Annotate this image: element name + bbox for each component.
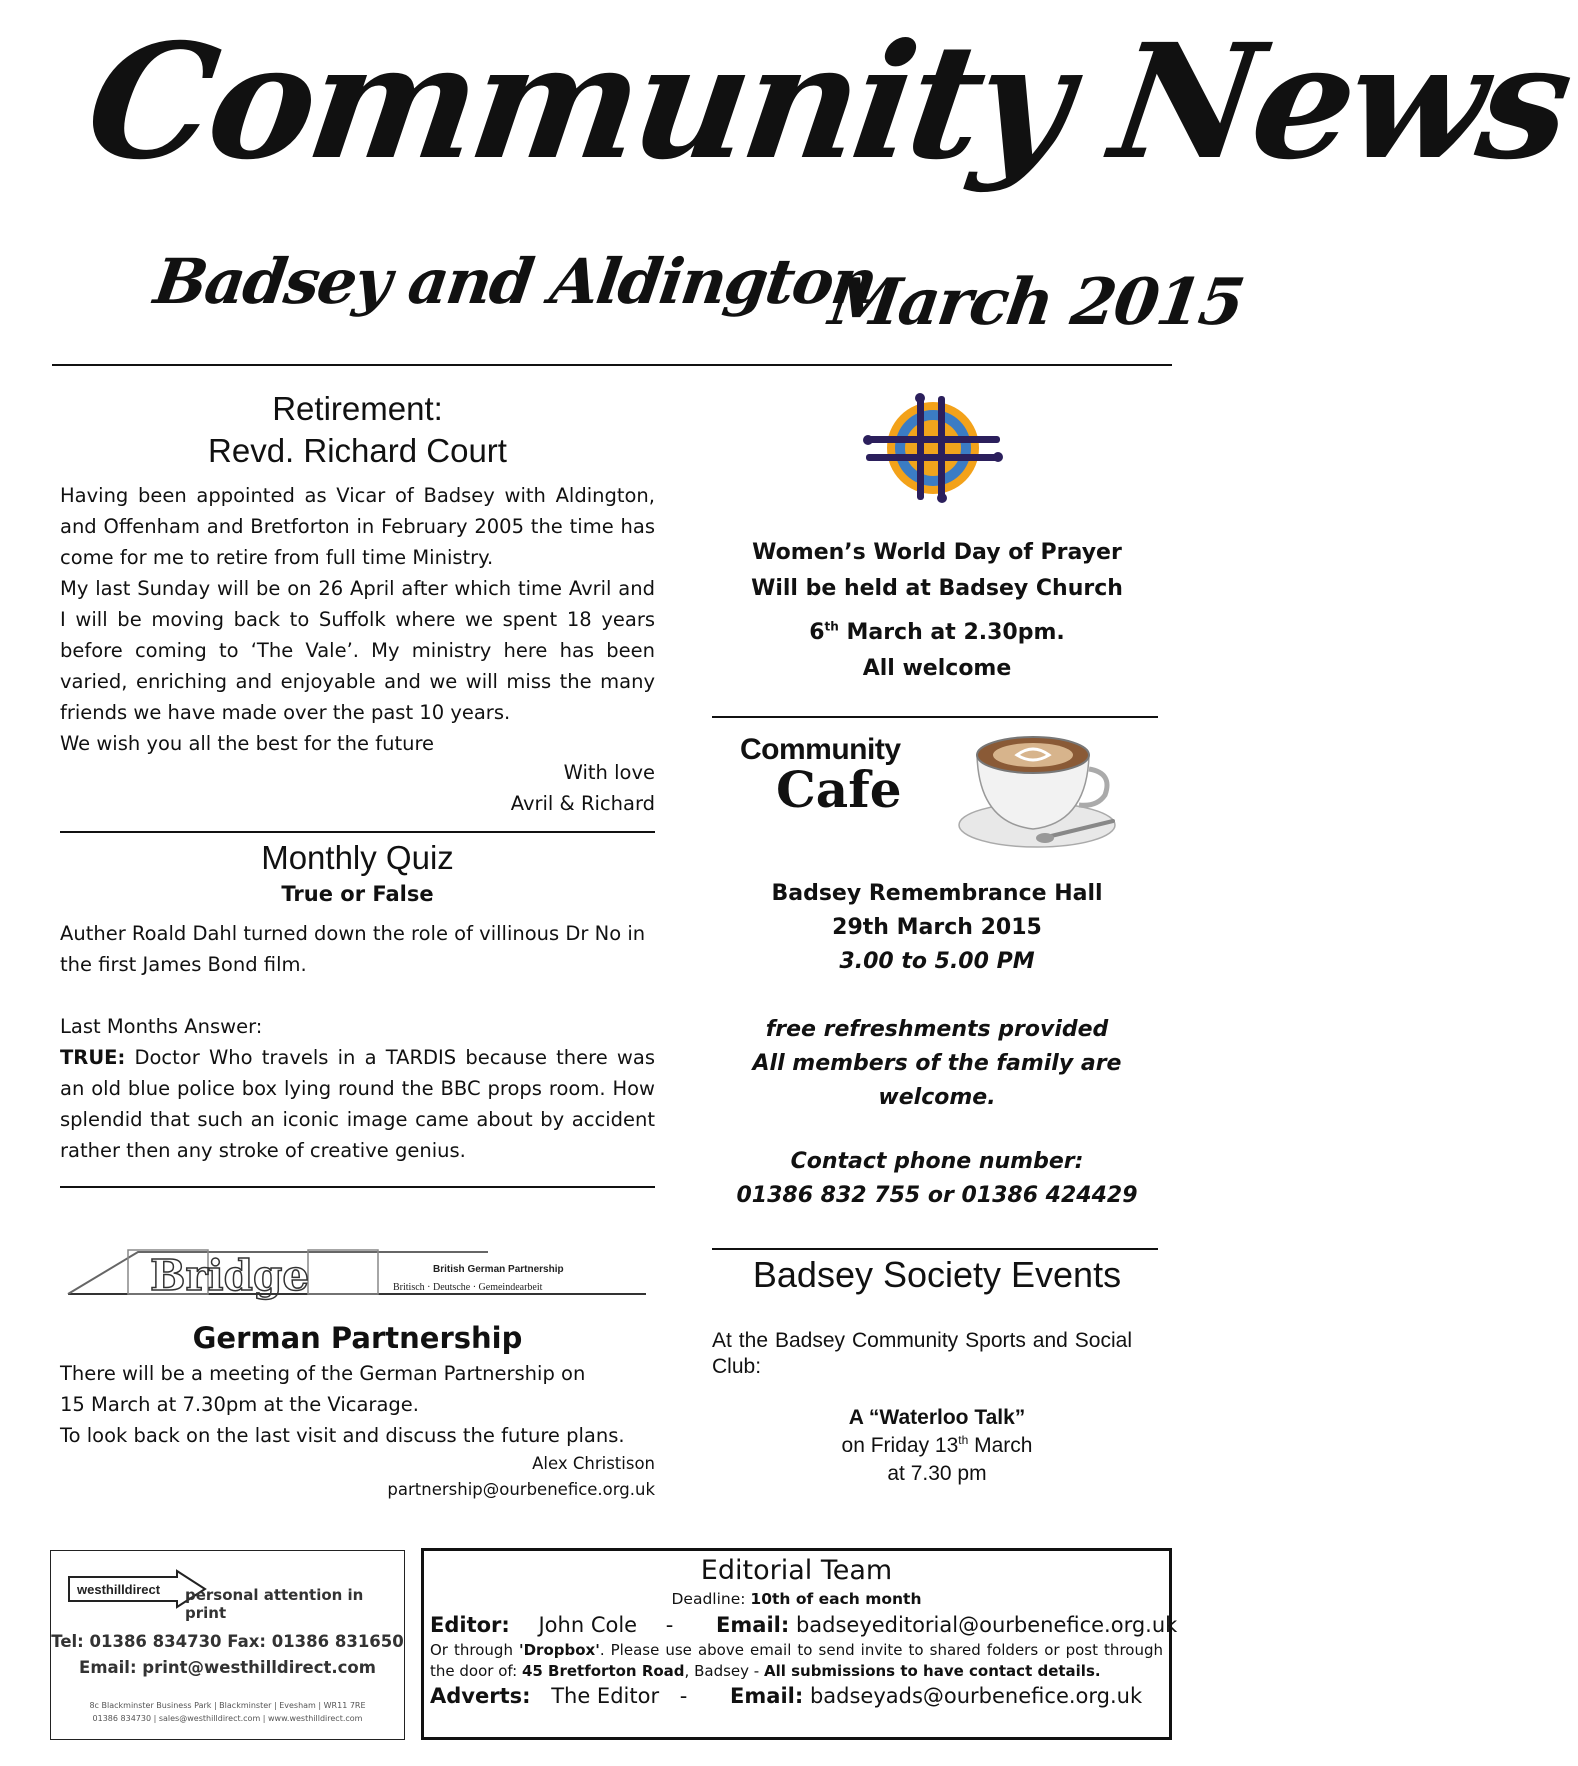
society-event-title: A “Waterloo Talk” xyxy=(848,1406,1026,1429)
editorial-note xyxy=(430,1640,1163,1682)
community-cafe-logo xyxy=(740,733,902,819)
retirement-paragraph: My last Sunday will be on 26 April after which time Avril and I will be moving back to Suffolk where we spent 18 years before coming to ‘The Vale’. My ministry here has been varied, enriching and enjoyable and we will miss the many friends we have made over the past 10 years. xyxy=(60,577,655,724)
quiz-answer xyxy=(60,1042,655,1166)
retirement-signoff xyxy=(60,757,655,819)
westhill-contact xyxy=(51,1629,404,1681)
quiz-section xyxy=(60,838,655,1166)
cafe-refreshments: free refreshments provided xyxy=(765,1017,1109,1042)
event-date-rest: March xyxy=(968,1434,1033,1457)
header-divider xyxy=(52,364,1172,366)
note-part2: . Please use above email to send invite to shared folders or post through the door of: xyxy=(430,1641,1163,1680)
prayer-line2: Will be held at Badsey Church xyxy=(751,576,1123,601)
cafe-details xyxy=(712,877,1162,1213)
cafe-date: 29th March 2015 xyxy=(832,915,1042,940)
issue-date: March 2015 xyxy=(824,265,1248,340)
quiz-question: Auther Roald Dahl turned down the role of villinous Dr No in the first James Bond film. xyxy=(60,922,646,976)
westhill-tagline: personal attention in print xyxy=(185,1586,364,1622)
editor-dash: - xyxy=(665,1613,674,1637)
retirement-heading-line2: Revd. Richard Court xyxy=(208,432,507,469)
masthead xyxy=(60,10,1578,365)
bridge-logo-word: Bridge xyxy=(150,1251,310,1300)
note-part3: , Badsey - xyxy=(684,1662,764,1680)
society-event-time: at 7.30 pm xyxy=(887,1462,987,1485)
editor-row xyxy=(430,1611,1178,1640)
cafe-venue: Badsey Remembrance Hall xyxy=(771,881,1103,906)
westhill-address-line1: 8c Blackminster Business Park | Blackminster | Evesham | WR11 7RE xyxy=(89,1701,366,1710)
cafe-contact-label: Contact phone number: xyxy=(790,1149,1084,1174)
prayer-date-rest: March at 2.30pm. xyxy=(838,620,1065,645)
divider xyxy=(60,831,655,833)
german-contact-name: Alex Christison xyxy=(532,1454,655,1473)
prayer-notice xyxy=(712,535,1162,687)
note-dropbox: 'Dropbox' xyxy=(519,1641,600,1659)
prayer-welcome: All welcome xyxy=(862,656,1012,681)
quiz-last-label: Last Months Answer: xyxy=(60,1015,263,1038)
westhill-advert xyxy=(50,1550,405,1740)
adverts-email-label: Email: xyxy=(730,1684,804,1708)
event-date-prefix: on Friday 13 xyxy=(841,1434,959,1457)
westhill-phone: Tel: 01386 834730 Fax: 01386 831650 xyxy=(51,1632,404,1651)
editor-label: Editor: xyxy=(430,1613,510,1637)
bridge-logo-line2: Britisch · Deutsche · Gemeindearbeit xyxy=(393,1282,543,1293)
society-event-date xyxy=(712,1432,1162,1460)
bridge-logo-line1: British German Partnership xyxy=(433,1264,564,1275)
cafe-logo-word1: Community xyxy=(740,733,901,766)
westhill-email[interactable]: Email: print@westhilldirect.com xyxy=(79,1658,376,1677)
editorial-heading: Editorial Team xyxy=(700,1555,893,1586)
divider xyxy=(712,716,1158,718)
cafe-logo-word2: Cafe xyxy=(776,760,902,819)
cafe-family: All members of the family are welcome. xyxy=(752,1051,1122,1110)
german-line3: To look back on the last visit and discuss the future plans. xyxy=(60,1424,625,1447)
editor-email-label: Email: xyxy=(716,1613,790,1637)
society-heading: Badsey Society Events xyxy=(752,1254,1122,1295)
note-address: 45 Bretforton Road xyxy=(521,1662,685,1680)
society-event xyxy=(712,1404,1162,1488)
deadline-label: Deadline: xyxy=(671,1590,751,1608)
adverts-email[interactable]: badseyads@ourbenefice.org.uk xyxy=(809,1684,1143,1708)
westhill-brand: westhilldirect xyxy=(77,1582,161,1597)
westhill-address xyxy=(51,1699,404,1725)
society-intro: At the Badsey Community Sports and Social Club: xyxy=(712,1329,1132,1378)
adverts-label: Adverts: xyxy=(430,1684,531,1708)
german-line2: 15 March at 7.30pm at the Vicarage. xyxy=(60,1393,419,1416)
bridge-partnership-logo xyxy=(68,1242,646,1312)
deadline-value: 10th of each month xyxy=(750,1590,922,1608)
adverts-row xyxy=(430,1682,1163,1711)
editorial-deadline xyxy=(430,1587,1163,1611)
divider xyxy=(712,1248,1158,1250)
world-day-of-prayer-cross-icon xyxy=(862,392,1004,504)
retirement-paragraph: We wish you all the best for the future xyxy=(60,732,435,755)
cafe-time: 3.00 to 5.00 PM xyxy=(839,949,1035,974)
cafe-phones: 01386 832 755 or 01386 424429 xyxy=(736,1183,1138,1208)
quiz-heading: Monthly Quiz xyxy=(261,839,454,876)
note-part1: Or through xyxy=(430,1641,520,1659)
german-contact-email[interactable]: partnership@ourbenefice.org.uk xyxy=(387,1480,655,1499)
prayer-date xyxy=(712,615,1162,651)
adverts-name: The Editor xyxy=(551,1684,660,1708)
editorial-team-box xyxy=(421,1548,1178,1740)
event-date-suffix: th xyxy=(958,1433,969,1447)
quiz-answer-text: Doctor Who travels in a TARDIS because there was an old blue police box lying round the BBC props room. How splendid that such an iconic image came about by accident rather then any stroke of creative genius. xyxy=(60,1046,655,1162)
editor-email[interactable]: badseyeditorial@ourbenefice.org.uk xyxy=(795,1613,1178,1637)
newsletter-title: Community News xyxy=(76,10,1578,195)
adverts-dash: - xyxy=(679,1684,688,1708)
signoff-line2: Avril & Richard xyxy=(510,792,655,815)
retirement-body xyxy=(60,480,655,759)
prayer-date-suffix: th xyxy=(824,619,839,634)
coffee-cup-icon xyxy=(955,725,1120,853)
quiz-answer-prefix: TRUE: xyxy=(60,1046,126,1069)
quiz-subheading: True or False xyxy=(281,882,434,906)
prayer-line1: Women’s World Day of Prayer xyxy=(752,540,1122,565)
german-heading: German Partnership xyxy=(192,1321,523,1355)
retirement-paragraph: Having been appointed as Vicar of Badsey with Aldington, and Offenham and Bretforton in February 2005 the time has come for me to retire from full time Ministry. xyxy=(60,484,655,569)
divider xyxy=(60,1186,655,1188)
german-line1: There will be a meeting of the German Partnership on xyxy=(60,1362,586,1385)
prayer-date-day: 6 xyxy=(809,620,825,645)
retirement-heading xyxy=(60,388,655,472)
note-bold-end: All submissions to have contact details. xyxy=(763,1662,1101,1680)
german-partnership-section xyxy=(60,1318,655,1503)
newsletter-subtitle: Badsey and Aldington xyxy=(149,245,881,318)
editor-name: John Cole xyxy=(538,1613,638,1637)
signoff-line1: With love xyxy=(563,761,655,784)
retirement-heading-line1: Retirement: xyxy=(272,390,443,427)
westhill-address-line2: 01386 834730 | sales@westhilldirect.com | www.westhilldirect.com xyxy=(92,1714,363,1723)
